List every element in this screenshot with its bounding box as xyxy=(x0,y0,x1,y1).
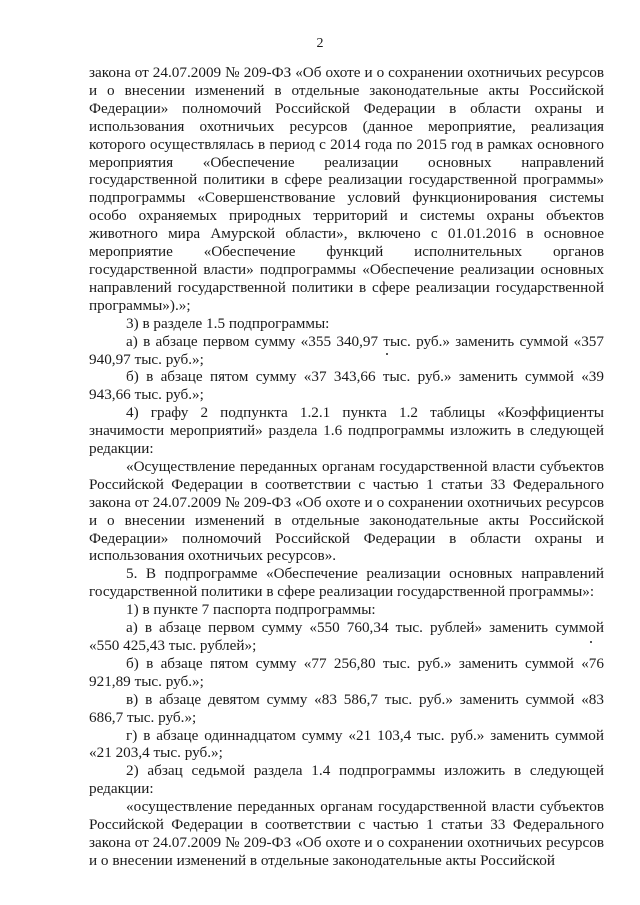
paragraph: 1) в пункте 7 паспорта подпрограммы: xyxy=(126,601,376,619)
paragraph: а) в абзаце первом сумму «550 760,34 тыс. рублей» заменить суммой «550 425,43 тыс. рублей»; xyxy=(89,619,604,654)
paragraph: 4) графу 2 подпункта 1.2.1 пункта 1.2 таблицы «Коэффициенты значимости мероприятий» раздела 1.6 подпрограммы изложить в следующей редакции: xyxy=(89,404,604,458)
scan-speck xyxy=(386,353,388,355)
document-body xyxy=(89,64,604,870)
paragraph: закона от 24.07.2009 № 209-ФЗ «Об охоте и о сохранении охотничьих ресурсов и о внесении изменений в отдельные законодательные акты Российской Федерации» полномочий Российской Федерации в области охраны и использования охотничьих ресурсов (данное мероприятие, реализация которого осуществлялась в период с 2014 года по 2015 год в рамках основного мероприятия «Обеспечение реализации основных направлений государственной политики в сфере реализации государственной программы» подпрограммы «Совершенствование условий функционирования системы особо охраняемых природных территорий и системы охраны объектов животного мира Амурской области», включено с 01.01.2016 в основное мероприятие «Обеспечение функций исполнительных органов государственной власти» подпрограммы «Обеспечение реализации основных направлений государственной политики в сфере реализации государственной программы»).»; xyxy=(89,64,604,314)
paragraph: а) в абзаце первом сумму «355 340,97 тыс. руб.» заменить суммой «357 940,97 тыс. руб.»; xyxy=(89,332,604,368)
paragraph: б) в абзаце пятом сумму «77 256,80 тыс. руб.» заменить суммой «76 921,89 тыс. руб.»; xyxy=(89,654,604,690)
page-number: 2 xyxy=(316,36,324,51)
paragraph: 2) абзац седьмой раздела 1.4 подпрограммы изложить в следующей редакции: xyxy=(89,762,604,798)
paragraph: в) в абзаце девятом сумму «83 586,7 тыс. руб.» заменить суммой «83 686,7 тыс. руб.»; xyxy=(89,690,604,726)
paragraph: «осуществление переданных органам государственной власти субъектов Российской Федерации в соответствии с частью 1 статьи 33 Федерального закона от 24.07.2009 № 209-ФЗ «Об охоте и о сохранении охотничьих ресурсов и о внесении изменений в отдельные законодательные акты Российской xyxy=(89,798,604,869)
paragraph: 5. В подпрограмме «Обеспечение реализации основных направлений государственной политики в сфере реализации государственной программы»: xyxy=(89,565,604,601)
paragraph: «Осуществление переданных органам государственной власти субъектов Российской Федерации в соответствии с частью 1 статьи 33 Федерального закона от 24.07.2009 № 209-ФЗ «Об охоте и о сохранении охотничьих ресурсов и о внесении изменений в отдельные законодательные акты Российской Федерации» полномочий Российской Федерации в области охраны и использования охотничьих ресурсов». xyxy=(89,457,604,565)
paragraph: г) в абзаце одиннадцатом сумму «21 103,4 тыс. руб.» заменить суммой «21 203,4 тыс. руб.»; xyxy=(89,726,604,762)
scan-speck xyxy=(590,641,592,643)
paragraph: 3) в разделе 1.5 подпрограммы: xyxy=(126,314,330,332)
paragraph: б) в абзаце пятом сумму «37 343,66 тыс. руб.» заменить суммой «39 943,66 тыс. руб.»; xyxy=(89,368,604,404)
